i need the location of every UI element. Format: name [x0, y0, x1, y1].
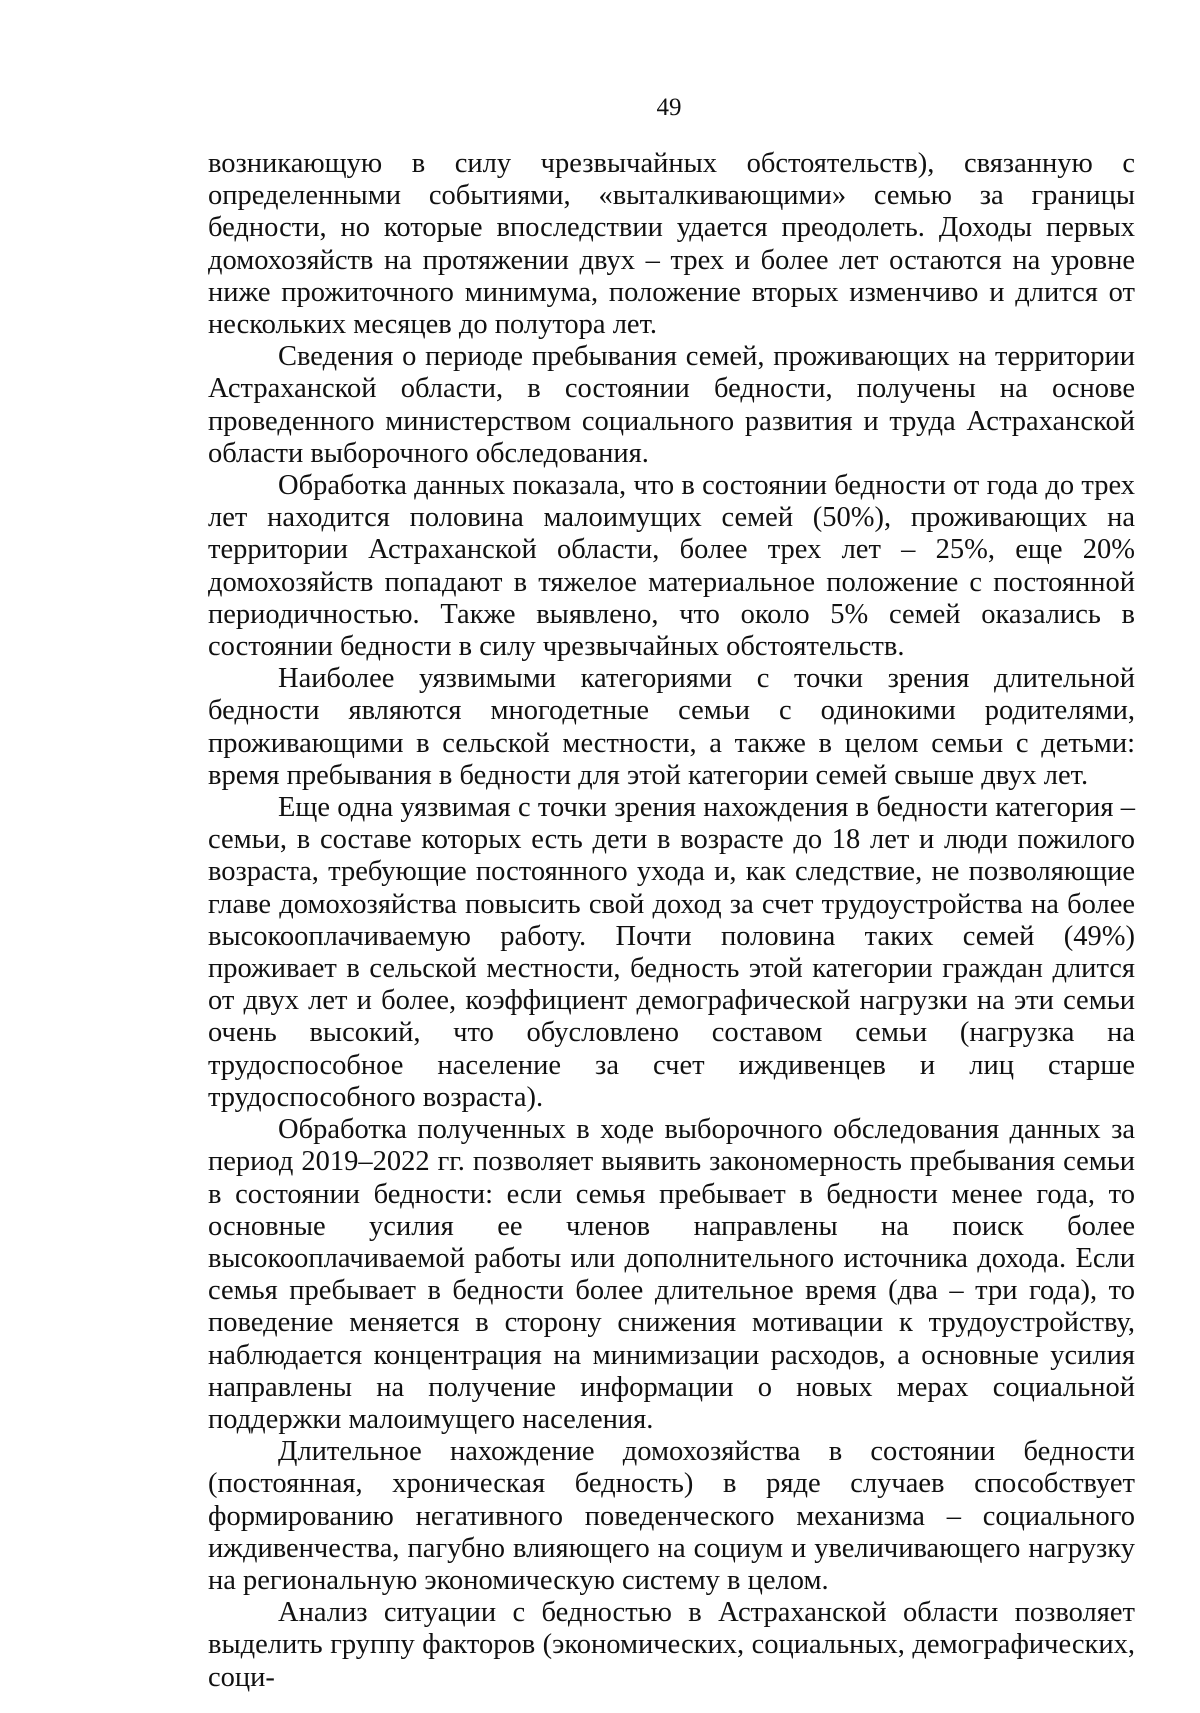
- paragraph: Сведения о периоде пребывания семей, проживающих на территории Астраханской области, в состоянии бедности, получены на основе проведенного министерством социального развития и труда Астраханской области выборочного обследования.: [208, 341, 1135, 469]
- page-number: 49: [656, 94, 682, 121]
- text-body: [208, 148, 1135, 1694]
- paragraph: Обработка данных показала, что в состоянии бедности от года до трех лет находится половина малоимущих семей (50%), проживающих на территории Астраханской области, более трех лет – 25%, еще 20% домохозяйств попадают в тяжелое материальное положение с постоянной периодичностью. Также выявлено, что около 5% семей оказались в состоянии бедности в силу чрезвычайных обстоятельств.: [208, 470, 1135, 663]
- paragraph: Анализ ситуации с бедностью в Астраханской области позволяет выделить группу факторов (экономических, социальных, демографических, соци-: [208, 1597, 1135, 1693]
- paragraph: Обработка полученных в ходе выборочного обследования данных за период 2019–2022 гг. позволяет выявить закономерность пребывания семьи в состоянии бедности: если семья пребывает в бедности менее года, то основные усилия ее членов направлены на поиск более высокооплачиваемой работы или дополнительного источника дохода. Если семья пребывает в бедности более длительное время (два – три года), то поведение меняется в сторону снижения мотивации к трудоустройству, наблюдается концентрация на минимизации расходов, а основные усилия направлены на получение информации о новых мерах социальной поддержки малоимущего населения.: [208, 1114, 1135, 1435]
- paragraph: Наиболее уязвимыми категориями с точки зрения длительной бедности являются многодетные семьи с одинокими родителями, проживающими в сельской местности, а также в целом семьи с детьми: время пребывания в бедности для этой категории семей свыше двух лет.: [208, 663, 1135, 791]
- paragraph-continuation: возникающую в силу чрезвычайных обстоятельств), связанную с определенными событиями, «выталкивающими» семью за границы бедности, но которые впоследствии удается преодолеть. Доходы первых домохозяйств на протяжении двух – трех и более лет остаются на уровне ниже прожиточного минимума, положение вторых изменчиво и длится от нескольких месяцев до полутора лет.: [208, 148, 1135, 341]
- paragraph: Еще одна уязвимая с точки зрения нахождения в бедности категория – семьи, в составе которых есть дети в возрасте до 18 лет и люди пожилого возраста, требующие постоянного ухода и, как следствие, не позволяющие главе домохозяйства повысить свой доход за счет трудоустройства на более высокооплачиваемую работу. Почти половина таких семей (49%) проживает в сельской местности, бедность этой категории граждан длится от двух лет и более, коэффициент демографической нагрузки на эти семьи очень высокий, что обусловлено составом семьи (нагрузка на трудоспособное население за счет иждивенцев и лиц старше трудоспособного возраста).: [208, 792, 1135, 1113]
- paragraph: Длительное нахождение домохозяйства в состоянии бедности (постоянная, хроническая бедность) в ряде случаев способствует формированию негативного поведенческого механизма – социального иждивенчества, пагубно влияющего на социум и увеличивающего нагрузку на региональную экономическую систему в целом.: [208, 1436, 1135, 1596]
